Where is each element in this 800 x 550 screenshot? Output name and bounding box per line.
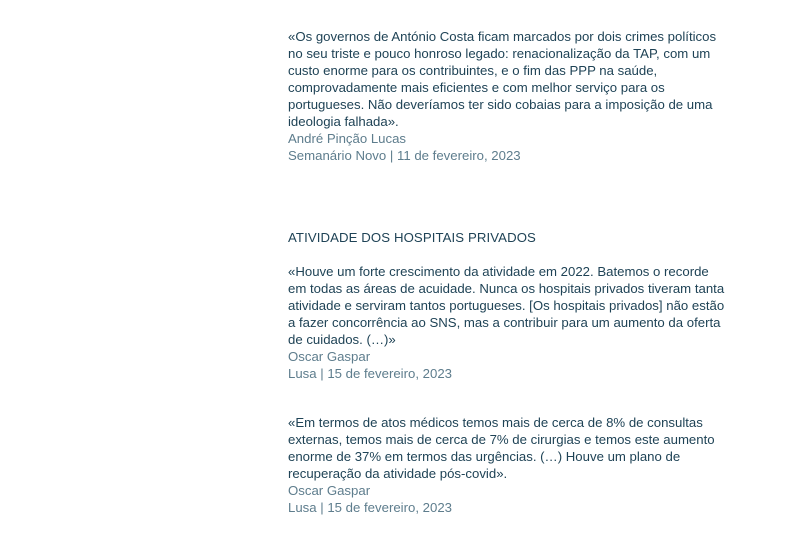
quote-source: Lusa | 15 de fevereiro, 2023: [288, 366, 452, 381]
quote-block-costa: [288, 28, 728, 164]
quote-author: André Pinção Lucas: [288, 131, 407, 146]
quote-block-gaspar-2: [288, 414, 728, 516]
section-title: ATIVIDADE DOS HOSPITAIS PRIVADOS: [288, 230, 536, 245]
quote-text: «Os governos de António Costa ficam marcados por dois crimes políticos no seu triste e pouco honroso legado: renacionalização da TAP, com um custo enorme para os contribuintes, e o fim das PPP na saúde, comprovadamente mais eficientes e com melhor serviço para os portugueses. Não deveríamos ter sido cobaias para a imposição de uma ideologia falhada».: [288, 29, 717, 129]
quote-text: «Em termos de atos médicos temos mais de cerca de 8% de consultas externas, temos mais de cerca de 7% de cirurgias e temos este aumento enorme de 37% em termos das urgências. (…) Houve um plano de recuperação da atividade pós-covid».: [288, 415, 715, 481]
quote-author: Oscar Gaspar: [288, 483, 371, 498]
quote-block-gaspar-1: [288, 263, 728, 382]
quote-source: Lusa | 15 de fevereiro, 2023: [288, 500, 452, 515]
quote-source: Semanário Novo | 11 de fevereiro, 2023: [288, 148, 521, 163]
quote-text: «Houve um forte crescimento da atividade em 2022. Batemos o recorde em todas as áreas de acuidade. Nunca os hospitais privados tiveram tanta atividade e serviram tantos portugueses. [Os hospitais privados] não estão a fazer concorrência ao SNS, mas a contribuir para um aumento da oferta de cuidados. (…)»: [288, 264, 725, 347]
quote-author: Oscar Gaspar: [288, 349, 371, 364]
